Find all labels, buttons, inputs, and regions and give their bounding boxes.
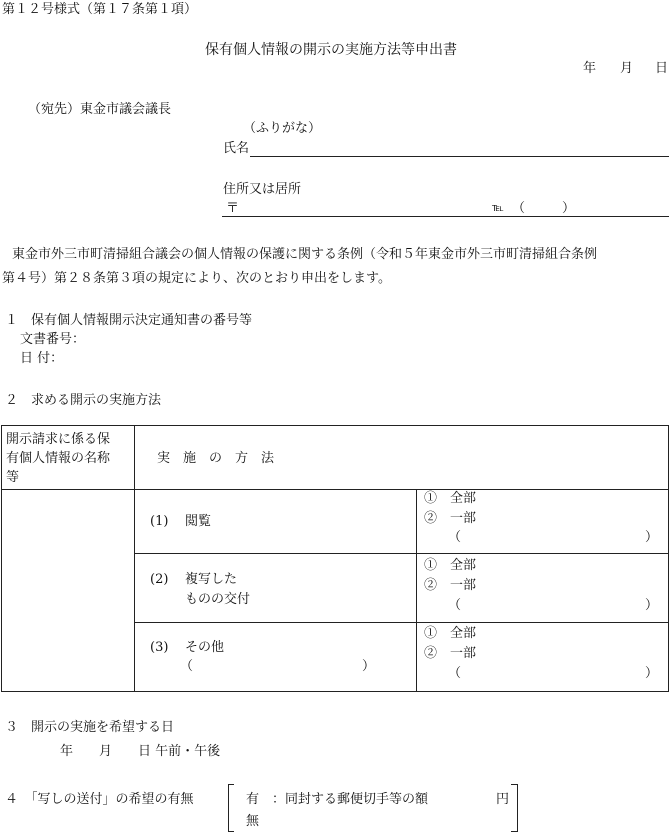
method-2-label-line1: 複写した	[185, 572, 238, 587]
row3-paren-open: （	[448, 666, 462, 681]
tel-paren-open: （	[512, 201, 526, 216]
date-day: 日	[655, 61, 669, 76]
section3-heading: ３ 開示の実施を希望する日	[5, 720, 175, 735]
doc-number-label: 文書番号：	[20, 332, 86, 347]
section1-heading: １ 保有個人情報開示決定通知書の番号等	[5, 313, 253, 328]
row1-paren-close: ）	[645, 530, 659, 545]
row1-paren-open: （	[448, 530, 462, 545]
date-year: 年	[583, 61, 597, 76]
body-text-line2: 第４号）第２８条第３項の規定により、次のとおり申出をします。	[2, 271, 391, 286]
tel-label: ℡	[492, 201, 504, 214]
row2-option-all[interactable]: ① 全部	[424, 558, 477, 573]
method-2-label-line2: ものの交付	[185, 592, 251, 607]
date-month: 月	[620, 61, 634, 76]
address-label: 住所又は居所	[223, 182, 302, 197]
section1-date-label: 日 付：	[20, 351, 64, 366]
row2-option-part[interactable]: ② 一部	[424, 578, 477, 593]
table-header-name-line3: 等	[6, 470, 20, 485]
row1-option-all[interactable]: ① 全部	[424, 491, 477, 506]
method-3-number: (3)	[150, 640, 169, 655]
row3-option-all[interactable]: ① 全部	[424, 626, 477, 641]
method-3-label: その他	[185, 640, 225, 655]
method-1-number: (1)	[150, 514, 169, 529]
method-1-label: 閲覧	[185, 514, 212, 529]
row2-paren-open: （	[448, 598, 462, 613]
table-header-name-line1: 開示請求に係る保	[6, 432, 111, 447]
address-field-underline[interactable]	[222, 216, 669, 217]
row3-paren-close: ）	[645, 666, 659, 681]
table-header-method: 実 施 の 方 法	[157, 451, 275, 466]
row2-paren-close: ）	[645, 598, 659, 613]
row3-option-part[interactable]: ② 一部	[424, 646, 477, 661]
section3-date-fields[interactable]: 年 月 日 午前・午後	[60, 744, 221, 759]
furigana-label: （ふりがな）	[243, 121, 322, 136]
section2-heading: ２ 求める開示の実施方法	[5, 393, 162, 408]
method-2-number: (2)	[150, 572, 169, 587]
section4-option-no[interactable]: 無	[246, 814, 260, 829]
tel-paren-close: ）	[562, 201, 576, 216]
postal-mark: 〒	[226, 201, 240, 216]
section4-option-yes[interactable]: 有 ：同封する郵便切手等の額	[246, 792, 429, 807]
row1-option-part[interactable]: ② 一部	[424, 511, 477, 526]
addressee: （宛先）東金市議会議長	[28, 102, 172, 117]
body-text-line1: 東金市外三市町清掃組合議会の個人情報の保護に関する条例（令和５年東金市外三市町清掃組合条例	[12, 247, 598, 262]
section4-yen: 円	[496, 792, 510, 807]
section4-heading: ４ 「写しの送付」の希望の有無	[5, 792, 194, 807]
form-number: 第１２号様式（第１７条第１項）	[2, 2, 198, 17]
name-field-underline[interactable]	[250, 156, 669, 157]
name-label: 氏名	[223, 141, 250, 156]
document-title: 保有個人情報の開示の実施方法等申出書	[205, 42, 457, 58]
method-3-paren[interactable]: （ ）	[180, 659, 376, 674]
table-header-name-line2: 有個人情報の名称	[6, 451, 111, 466]
